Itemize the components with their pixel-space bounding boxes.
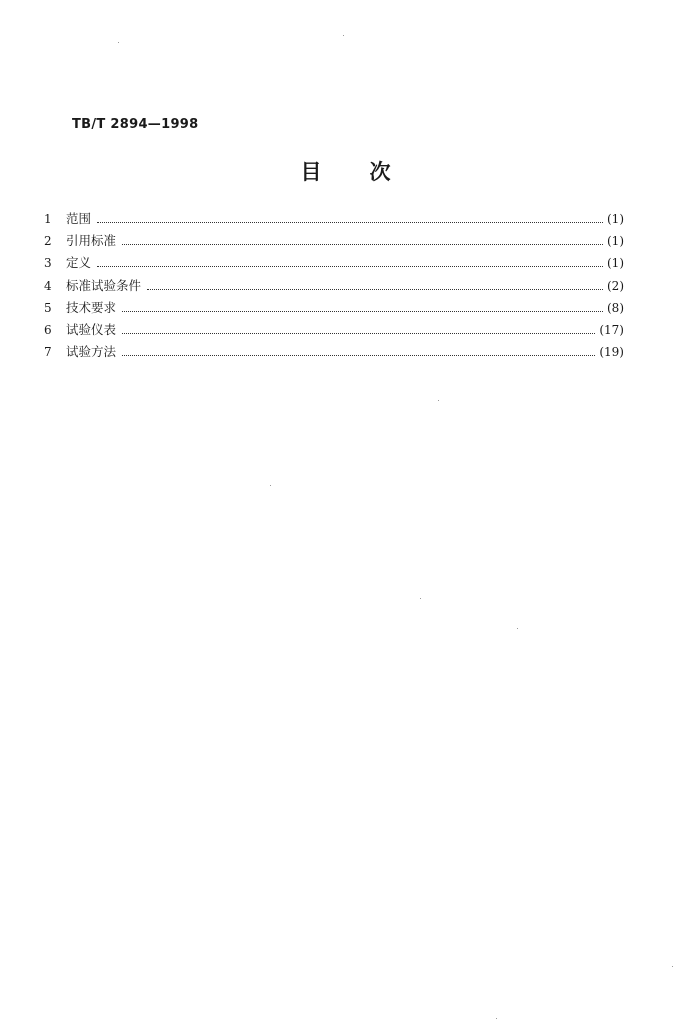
toc-entry-title: 定义 <box>66 255 92 271</box>
scan-speck <box>343 35 344 36</box>
toc-entry-number: 6 <box>44 322 52 337</box>
scan-speck <box>672 966 673 967</box>
dot-leader <box>122 332 595 334</box>
dot-leader <box>147 288 603 290</box>
dot-leader <box>122 243 603 245</box>
scan-speck <box>270 485 271 486</box>
toc-title-char-2: 次 <box>369 160 391 184</box>
scan-speck <box>420 598 421 599</box>
toc-entry[interactable] <box>44 319 624 341</box>
toc-entry-number: 3 <box>44 256 52 271</box>
toc-entry-page: (17) <box>599 322 624 337</box>
dot-leader <box>122 310 603 312</box>
toc-entry[interactable] <box>44 297 624 319</box>
toc-entry-title: 技术要求 <box>66 299 117 315</box>
toc-title <box>0 156 691 186</box>
scan-speck <box>438 400 439 401</box>
toc-entry-number: 4 <box>44 278 52 293</box>
toc-entry-page: (2) <box>607 278 624 293</box>
toc-entry-page: (1) <box>607 212 624 226</box>
toc-entry-title: 引用标准 <box>66 233 117 249</box>
scan-speck <box>496 1018 497 1019</box>
toc-entry-title: 试验方法 <box>66 344 117 360</box>
standard-number: TB/T 2894—1998 <box>72 117 199 132</box>
dot-leader <box>97 221 603 223</box>
scan-speck <box>118 42 119 43</box>
toc-entry[interactable] <box>44 252 624 274</box>
toc-entry-page: (1) <box>607 234 624 249</box>
toc-entry-title: 标准试验条件 <box>66 277 142 293</box>
toc-entry[interactable] <box>44 341 624 363</box>
toc-entry-page: (8) <box>607 300 624 315</box>
toc-entry-page: (1) <box>607 256 624 271</box>
toc-entry-number: 7 <box>44 345 52 360</box>
toc-entry[interactable] <box>44 208 624 230</box>
toc-entry[interactable] <box>44 230 624 252</box>
toc-title-char-1: 目 <box>300 160 322 184</box>
toc-entry-number: 2 <box>44 234 52 249</box>
toc-entry-page: (19) <box>599 345 624 360</box>
toc-entry[interactable] <box>44 275 624 297</box>
scan-speck <box>517 628 518 629</box>
toc-entry-title: 试验仪表 <box>66 321 117 337</box>
dot-leader <box>97 265 603 267</box>
toc-entry-number: 1 <box>44 212 52 226</box>
toc-entry-title: 范围 <box>66 211 92 226</box>
table-of-contents <box>44 208 624 363</box>
toc-entry-number: 5 <box>44 300 52 315</box>
dot-leader <box>122 354 595 356</box>
